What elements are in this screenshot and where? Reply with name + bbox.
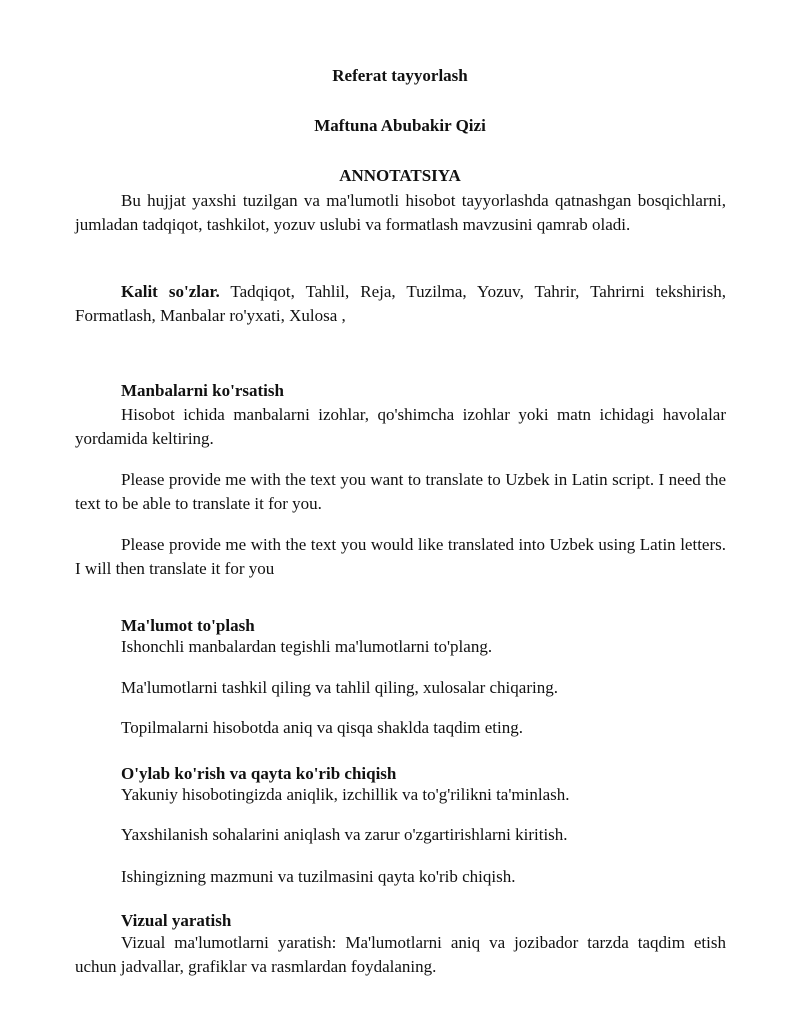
section-heading: Manbalarni ko'rsatish [121, 381, 284, 400]
annotation-heading: ANNOTATSIYA [339, 166, 461, 185]
keywords-paragraph [75, 280, 726, 327]
section-heading: O'ylab ko'rish va qayta ko'rib chiqish [121, 764, 397, 783]
section-paragraph: Yaxshilanish sohalarini aniqlash va zarur o'zgartirishlarni kiritish. [121, 825, 568, 844]
author-name: Maftuna Abubakir Qizi [314, 116, 486, 135]
section-heading: Ma'lumot to'plash [121, 616, 255, 635]
section-paragraph: Please provide me with the text you would like translated into Uzbek using Latin letters. I will then translate it for you [75, 535, 726, 578]
section-paragraph: Yakuniy hisobotingizda aniqlik, izchillik va to'g'rilikni ta'minlash. [121, 785, 570, 804]
section-paragraph: Ma'lumotlarni tashkil qiling va tahlil qiling, xulosalar chiqaring. [121, 678, 558, 697]
keywords-label: Kalit so'zlar. [121, 282, 220, 301]
annotation-text: Bu hujjat yaxshi tuzilgan va ma'lumotli hisobot tayyorlashda qatnashgan bosqichlarni, jumladan tadqiqot, tashkilot, yozuv uslubi va formatlash mavzusini qamrab oladi. [75, 191, 726, 234]
section-paragraph: Vizual ma'lumotlarni yaratish: Ma'lumotlarni aniq va jozibador tarzda taqdim etish uchun jadvallar, grafiklar va rasmlardan foydalaning. [75, 933, 726, 976]
section-paragraph: Ishonchli manbalardan tegishli ma'lumotlarni to'plang. [121, 637, 493, 656]
document-title: Referat tayyorlash [332, 66, 468, 85]
section-heading: Vizual yaratish [121, 911, 232, 930]
section-paragraph: Ishingizning mazmuni va tuzilmasini qayta ko'rib chiqish. [121, 867, 516, 886]
section-paragraph: Please provide me with the text you want to translate to Uzbek in Latin script. I need the text to be able to translate it for you. [75, 470, 726, 513]
section-paragraph: Hisobot ichida manbalarni izohlar, qo'shimcha izohlar yoki matn ichidagi havolalar yordamida keltiring. [75, 405, 726, 448]
keywords-text: Tadqiqot, Tahlil, Reja, Tuzilma, Yozuv, Tahrir, Tahrirni tekshirish, Formatlash, Manbalar ro'yxati, Xulosa , [75, 282, 726, 325]
section-paragraph: Topilmalarni hisobotda aniq va qisqa shaklda taqdim eting. [121, 718, 524, 737]
